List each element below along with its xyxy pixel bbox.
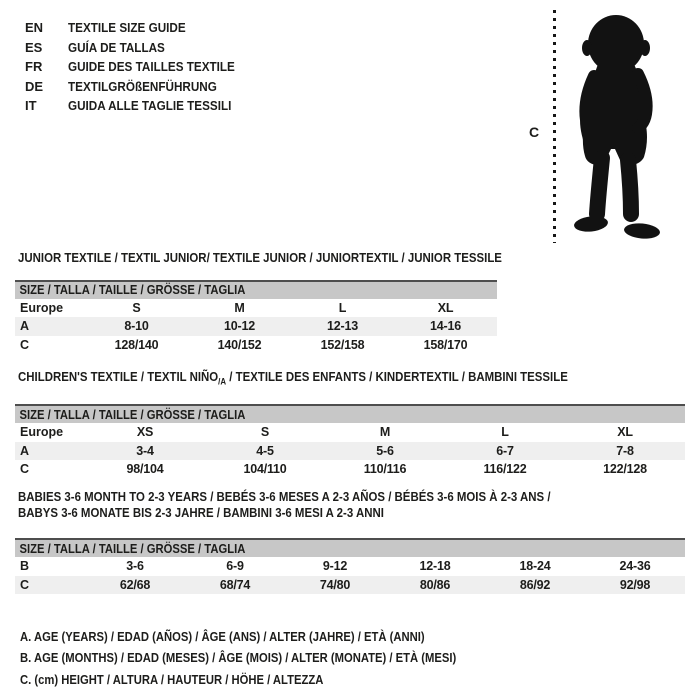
language-row-fr — [25, 57, 253, 77]
size-cell: 12-13 — [327, 319, 358, 334]
height-marker-dotted-line — [553, 10, 556, 243]
height-marker-label: C — [529, 124, 540, 140]
language-code: IT — [25, 98, 37, 114]
size-cell: 158/170 — [423, 337, 468, 352]
babies-size-table — [15, 489, 685, 594]
size-cell: 92/98 — [619, 577, 651, 592]
size-cell: 14-16 — [430, 319, 461, 334]
row-label: C — [20, 577, 30, 592]
size-cell: XL — [437, 300, 454, 315]
size-header-label: SIZE / TALLA / TAILLE / GRÖSSE / TAGLIA — [19, 407, 246, 422]
size-cell: 122/128 — [603, 462, 647, 477]
language-row-es — [25, 38, 253, 58]
size-cell: 62/68 — [119, 577, 151, 592]
size-header-label: SIZE / TALLA / TAILLE / GRÖSSE / TAGLIA — [19, 541, 246, 556]
size-cell: 9-12 — [322, 559, 348, 574]
language-row-it — [25, 96, 253, 116]
size-cell: 110/116 — [363, 462, 407, 477]
size-cell: S — [260, 425, 270, 440]
table-title-line2: BABYS 3-6 MONATE BIS 2-3 JAHRE / BAMBINI 3-6 MESI A 2-3 ANNI — [18, 504, 384, 520]
size-cell: L — [338, 300, 347, 315]
language-title: GUIDA ALLE TAGLIE TESSILI — [68, 98, 232, 114]
table-row-europe — [15, 423, 685, 442]
size-cell: 3-6 — [126, 559, 144, 574]
size-cell: 12-18 — [419, 559, 451, 574]
footnote-age-months: B. AGE (MONTHS) / EDAD (MESES) / ÂGE (MOIS) / ALTER (MONATE) / ETÀ (MESI) — [20, 651, 457, 666]
size-cell: 8-10 — [124, 319, 149, 334]
language-code: EN — [25, 20, 44, 35]
table-title-text: / TEXTILE DES ENFANTS / KINDERTEXTIL / BAMBINI TESSILE — [226, 369, 568, 384]
language-code: ES — [25, 39, 43, 55]
row-label: Europe — [20, 425, 64, 440]
language-title: TEXTILGRÖßENFÜHRUNG — [68, 78, 217, 94]
table-row-height — [15, 336, 497, 355]
size-cell: 152/158 — [320, 337, 365, 352]
table-row-europe — [15, 299, 497, 318]
row-label: B — [20, 559, 30, 574]
language-code: DE — [25, 78, 44, 94]
children-size-table — [15, 369, 685, 479]
table-row-height — [15, 460, 685, 479]
language-title: GUÍA DE TALLAS — [68, 39, 165, 55]
size-cell: 116/122 — [483, 462, 527, 477]
size-cell: 74/80 — [319, 577, 351, 592]
size-header-bar — [15, 280, 497, 299]
size-cell: 68/74 — [219, 577, 251, 592]
size-cell: 7-8 — [616, 443, 634, 458]
size-cell: 3-4 — [136, 443, 154, 458]
size-cell: M — [379, 425, 391, 440]
size-cell: 5-6 — [376, 443, 394, 458]
footnotes — [20, 627, 505, 691]
size-cell: L — [501, 425, 509, 440]
table-row-age — [15, 317, 497, 336]
size-header-label: SIZE / TALLA / TAILLE / GRÖSSE / TAGLIA — [19, 283, 246, 297]
table-row-age — [15, 442, 685, 461]
row-label: C — [20, 337, 30, 352]
size-cell: XL — [617, 425, 633, 440]
language-code: FR — [25, 59, 43, 75]
size-cell: S — [132, 300, 141, 315]
size-cell: 6-9 — [226, 559, 244, 574]
table-title-text: CHILDREN'S TEXTILE / TEXTIL NIÑO — [18, 369, 219, 384]
size-cell: 80/86 — [419, 577, 451, 592]
size-cell: 4-5 — [256, 443, 274, 458]
size-cell: 98/104 — [126, 462, 164, 477]
language-row-de — [25, 77, 253, 97]
size-cell: 18-24 — [519, 559, 551, 574]
toddler-silhouette-icon — [558, 6, 668, 246]
size-cell: XS — [136, 425, 154, 440]
table-title-subscript: /A — [218, 376, 227, 387]
row-label: Europe — [20, 300, 64, 315]
row-label: A — [20, 319, 30, 334]
junior-size-table — [15, 250, 502, 354]
size-cell: 128/140 — [114, 337, 159, 352]
size-cell: 24-36 — [619, 559, 651, 574]
table-title — [18, 369, 605, 390]
row-label: C — [20, 462, 30, 477]
size-header-bar — [15, 404, 685, 423]
language-title: GUIDE DES TAILLES TEXTILE — [68, 59, 235, 75]
language-title: TEXTILE SIZE GUIDE — [68, 20, 186, 35]
footnote-height: C. (cm) HEIGHT / ALTURA / HAUTEUR / HÖHE / ALTEZZA — [20, 672, 324, 687]
table-row-months — [15, 557, 685, 576]
table-row-height — [15, 576, 685, 595]
table-title: JUNIOR TEXTILE / TEXTIL JUNIOR/ TEXTILE JUNIOR / JUNIORTEXTIL / JUNIOR TESSILE — [18, 250, 502, 265]
size-cell: 104/110 — [243, 462, 287, 477]
size-cell: M — [234, 300, 245, 315]
size-cell: 6-7 — [496, 443, 514, 458]
size-header-bar — [15, 538, 685, 557]
size-cell: 140/152 — [217, 337, 262, 352]
table-title-line1: BABIES 3-6 MONTH TO 2-3 YEARS / BEBÉS 3-6 MESES A 2-3 AÑOS / BÉBÉS 3-6 MOIS À 2-3 ANS / — [18, 489, 551, 504]
row-label: A — [20, 443, 30, 458]
size-cell: 86/92 — [519, 577, 551, 592]
language-row-en — [25, 18, 253, 38]
size-cell: 10-12 — [224, 319, 255, 334]
language-list — [25, 18, 253, 116]
footnote-age-years: A. AGE (YEARS) / EDAD (AÑOS) / ÂGE (ANS) / ALTER (JAHRE) / ETÀ (ANNI) — [20, 630, 425, 644]
